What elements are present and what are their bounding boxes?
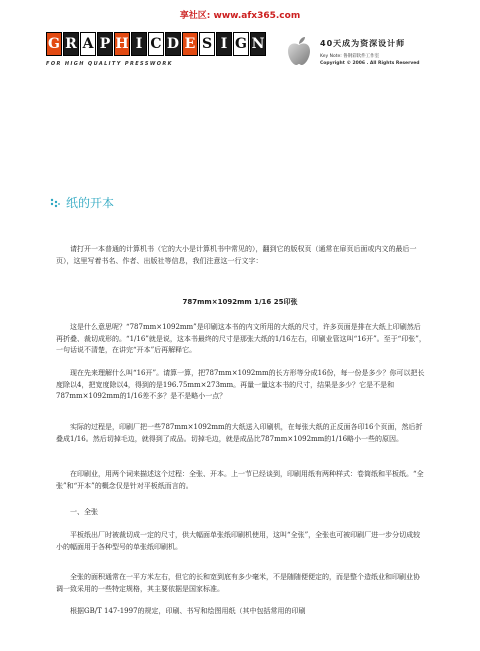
apple-logo-icon: [286, 36, 312, 66]
paragraph-area: 全张的面积通常在一平方米左右，但它的长和宽到底有多少毫米，不是随随便便定的，而是整个造纸业和印刷业协调一致采用的一些特定规格，其主要依据是国家标准。: [56, 573, 420, 593]
graphic-design-logo: [46, 32, 266, 56]
logo-letter: G: [233, 32, 249, 56]
paragraph-meaning: 这是什么意思呢？“787mm×1092mm”是印刷这本书的内文所用的大纸的尺寸，许多页面是排在大纸上印刷然后再折叠、裁切成形的。“1/16”就是说，这本书最终的尺寸是那张大纸的1/16左右，印刷业管这叫“16开”。至于“印张”，一句话说不清楚，在讲完“开本”后再解释它。: [56, 323, 426, 354]
logo-letter: G: [46, 32, 62, 56]
logo-letter: D: [165, 32, 181, 56]
paragraph-terms: 在印刷业，用两个词来描述这个过程：全张、开本。上一节已经谈到，印刷用纸有两种样式：卷筒纸和平板纸。“全张”和“开本”的概念仅是针对平板纸而言的。: [56, 470, 424, 490]
paragraph-process: 实际的过程是，印刷厂把一些787mm×1092mm的大纸送入印刷机，在每张大纸的正反面各印16个页面，然后折叠成1/16。然后切掉毛边，就得到了成品。切掉毛边，就是成品比787mm×1092mm的1/16略小一些的原因。: [56, 423, 423, 443]
logo-letter: S: [199, 32, 215, 56]
logo-letter: I: [216, 32, 232, 56]
paragraph-16k: 现在先来理解什么叫“16开”。请算一算，把787mm×1092mm的长方形等分成16份，每一份是多少？你可以把长度除以4，把宽度除以4，得到的是196.75mm×273mm。再量一量这本书的尺寸，结果是多少？它是不是和787mm×1092mm的1/16差不多？是不是略小一点？: [56, 369, 425, 400]
logo-letter: I: [131, 32, 147, 56]
paragraph-standard: 根据GB/T 147-1997的规定，印刷、书写和绘图用纸（其中包括常用的印刷: [70, 607, 306, 615]
section-heading: [50, 194, 114, 211]
logo-tagline: FOR HIGH QUALITY PRESSWORK: [46, 61, 173, 67]
key-note: Key Note: 鲁钢彩软件工作室: [320, 54, 380, 59]
site-banner: 享社区: www.afx365.com: [179, 11, 301, 21]
series-title: 40天成为资深设计师: [320, 39, 406, 48]
paragraph-full-sheet: 平板纸出厂时被裁切成一定的尺寸，供大幅面单张纸印刷机使用，这叫“全张”，全张也可被印刷厂进一步分切成较小的幅面用于各种型号的单张纸印刷机。: [56, 531, 421, 551]
logo-letter: C: [148, 32, 164, 56]
logo-letter: N: [250, 32, 266, 56]
logo-letter: R: [63, 32, 79, 56]
paragraph-intro: 请打开一本普通的计算机书（它的大小是计算机书中常见的），翻到它的版权页（通常在扉页后面或内文的最后一页），这里写着书名、作者、出版社等信息，我们注意这一行文字：: [56, 245, 417, 265]
logo-letter: H: [114, 32, 130, 56]
copyright: Copyright © 2006 . All Rights Reserved: [320, 61, 420, 66]
paper-spec-line: 787mm×1092mm 1/16 25印张: [182, 298, 298, 306]
logo-letter: A: [80, 32, 96, 56]
section-title: 纸的开本: [66, 196, 115, 210]
logo-letter: E: [182, 32, 198, 56]
dotted-bullet-icon: [50, 198, 60, 208]
logo-letter: P: [97, 32, 113, 56]
subheading-full-sheet: 一、全张: [70, 508, 98, 516]
